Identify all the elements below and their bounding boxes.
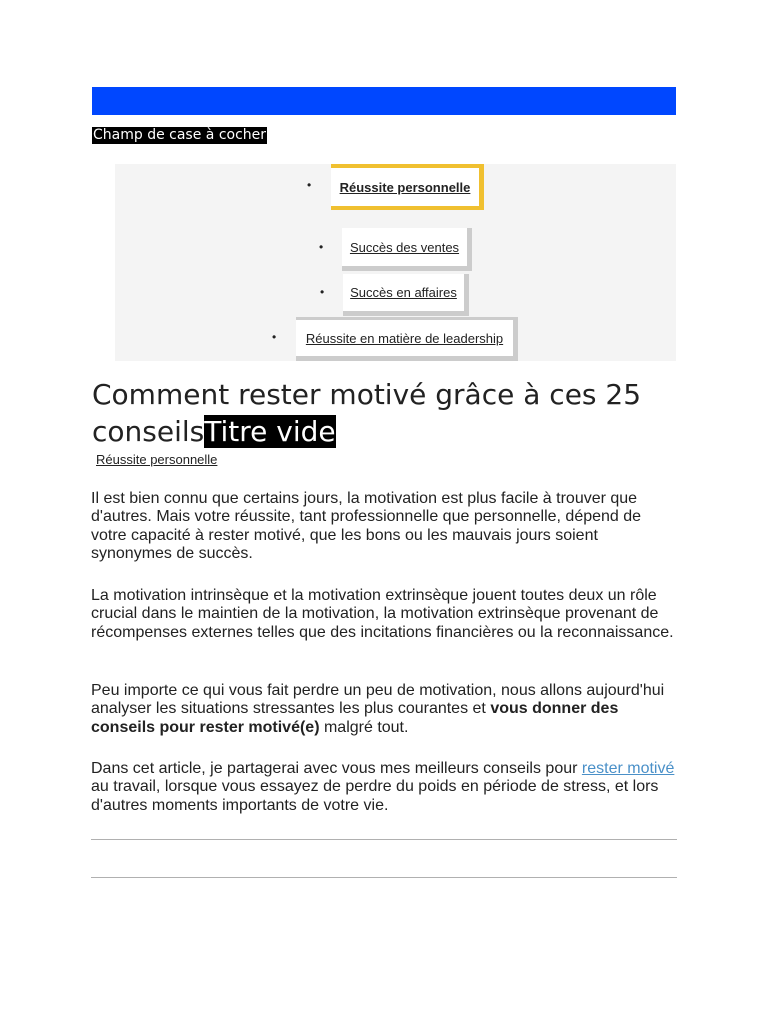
paragraph-3-end: malgré tout.: [319, 718, 409, 736]
article-title: Comment rester motivé grâce à ces 25 conseils: [92, 378, 642, 448]
category-link[interactable]: Réussite personnelle: [96, 452, 218, 467]
nav-item-label[interactable]: Réussite personnelle: [339, 179, 471, 195]
paragraph-3: [91, 682, 681, 737]
nav-item-label[interactable]: Réussite en matière de leadership: [305, 330, 504, 346]
top-accent-bar: [92, 87, 676, 115]
nav-item-label[interactable]: Succès en affaires: [350, 285, 457, 300]
empty-title-label: Titre vide: [204, 415, 336, 448]
bullet-icon: •: [320, 285, 325, 299]
paragraph-3-bold: vous donner des conseils pour rester motivé(e): [91, 700, 619, 736]
divider: [91, 839, 677, 840]
category-nav: [115, 164, 676, 361]
paragraph-2: La motivation intrinsèque et la motivation extrinsèque jouent toutes deux un rôle crucial dans le maintien de la motivation, la motivation extrinsèque provenant de récompenses externes telles que des incitations financières ou la reconnaissance.: [91, 587, 674, 641]
bullet-icon: •: [272, 330, 277, 344]
paragraph-1: Il est bien connu que certains jours, la motivation est plus facile à trouver que d'autres. Mais votre réussite, tant professionnelle que personnelle, dépend de votre capacité à rester motivé, que les bons ou les mauvais jours soient synonymes de succès.: [91, 490, 642, 562]
bullet-icon: •: [319, 240, 324, 254]
nav-item-label[interactable]: Succès des ventes: [349, 239, 460, 255]
page-title: [92, 376, 692, 450]
divider: [91, 877, 677, 878]
rester-motive-link[interactable]: rester motivé: [581, 760, 675, 777]
bullet-icon: •: [307, 178, 312, 192]
paragraph-4: [91, 760, 681, 815]
paragraph-4-start: Dans cet article, je partagerai avec vous mes meilleurs conseils pour: [91, 760, 582, 777]
paragraph-4-end: au travail, lorsque vous essayez de perdre du poids en période de stress, et lors d'autres moments importants de votre vie.: [91, 778, 659, 814]
paragraph-3-start: Peu importe ce qui vous fait perdre un peu de motivation, nous allons aujourd'hui analyser les situations stressantes les plus courantes et: [91, 682, 665, 718]
checkbox-field-label[interactable]: Champ de case à cocher: [93, 127, 267, 143]
